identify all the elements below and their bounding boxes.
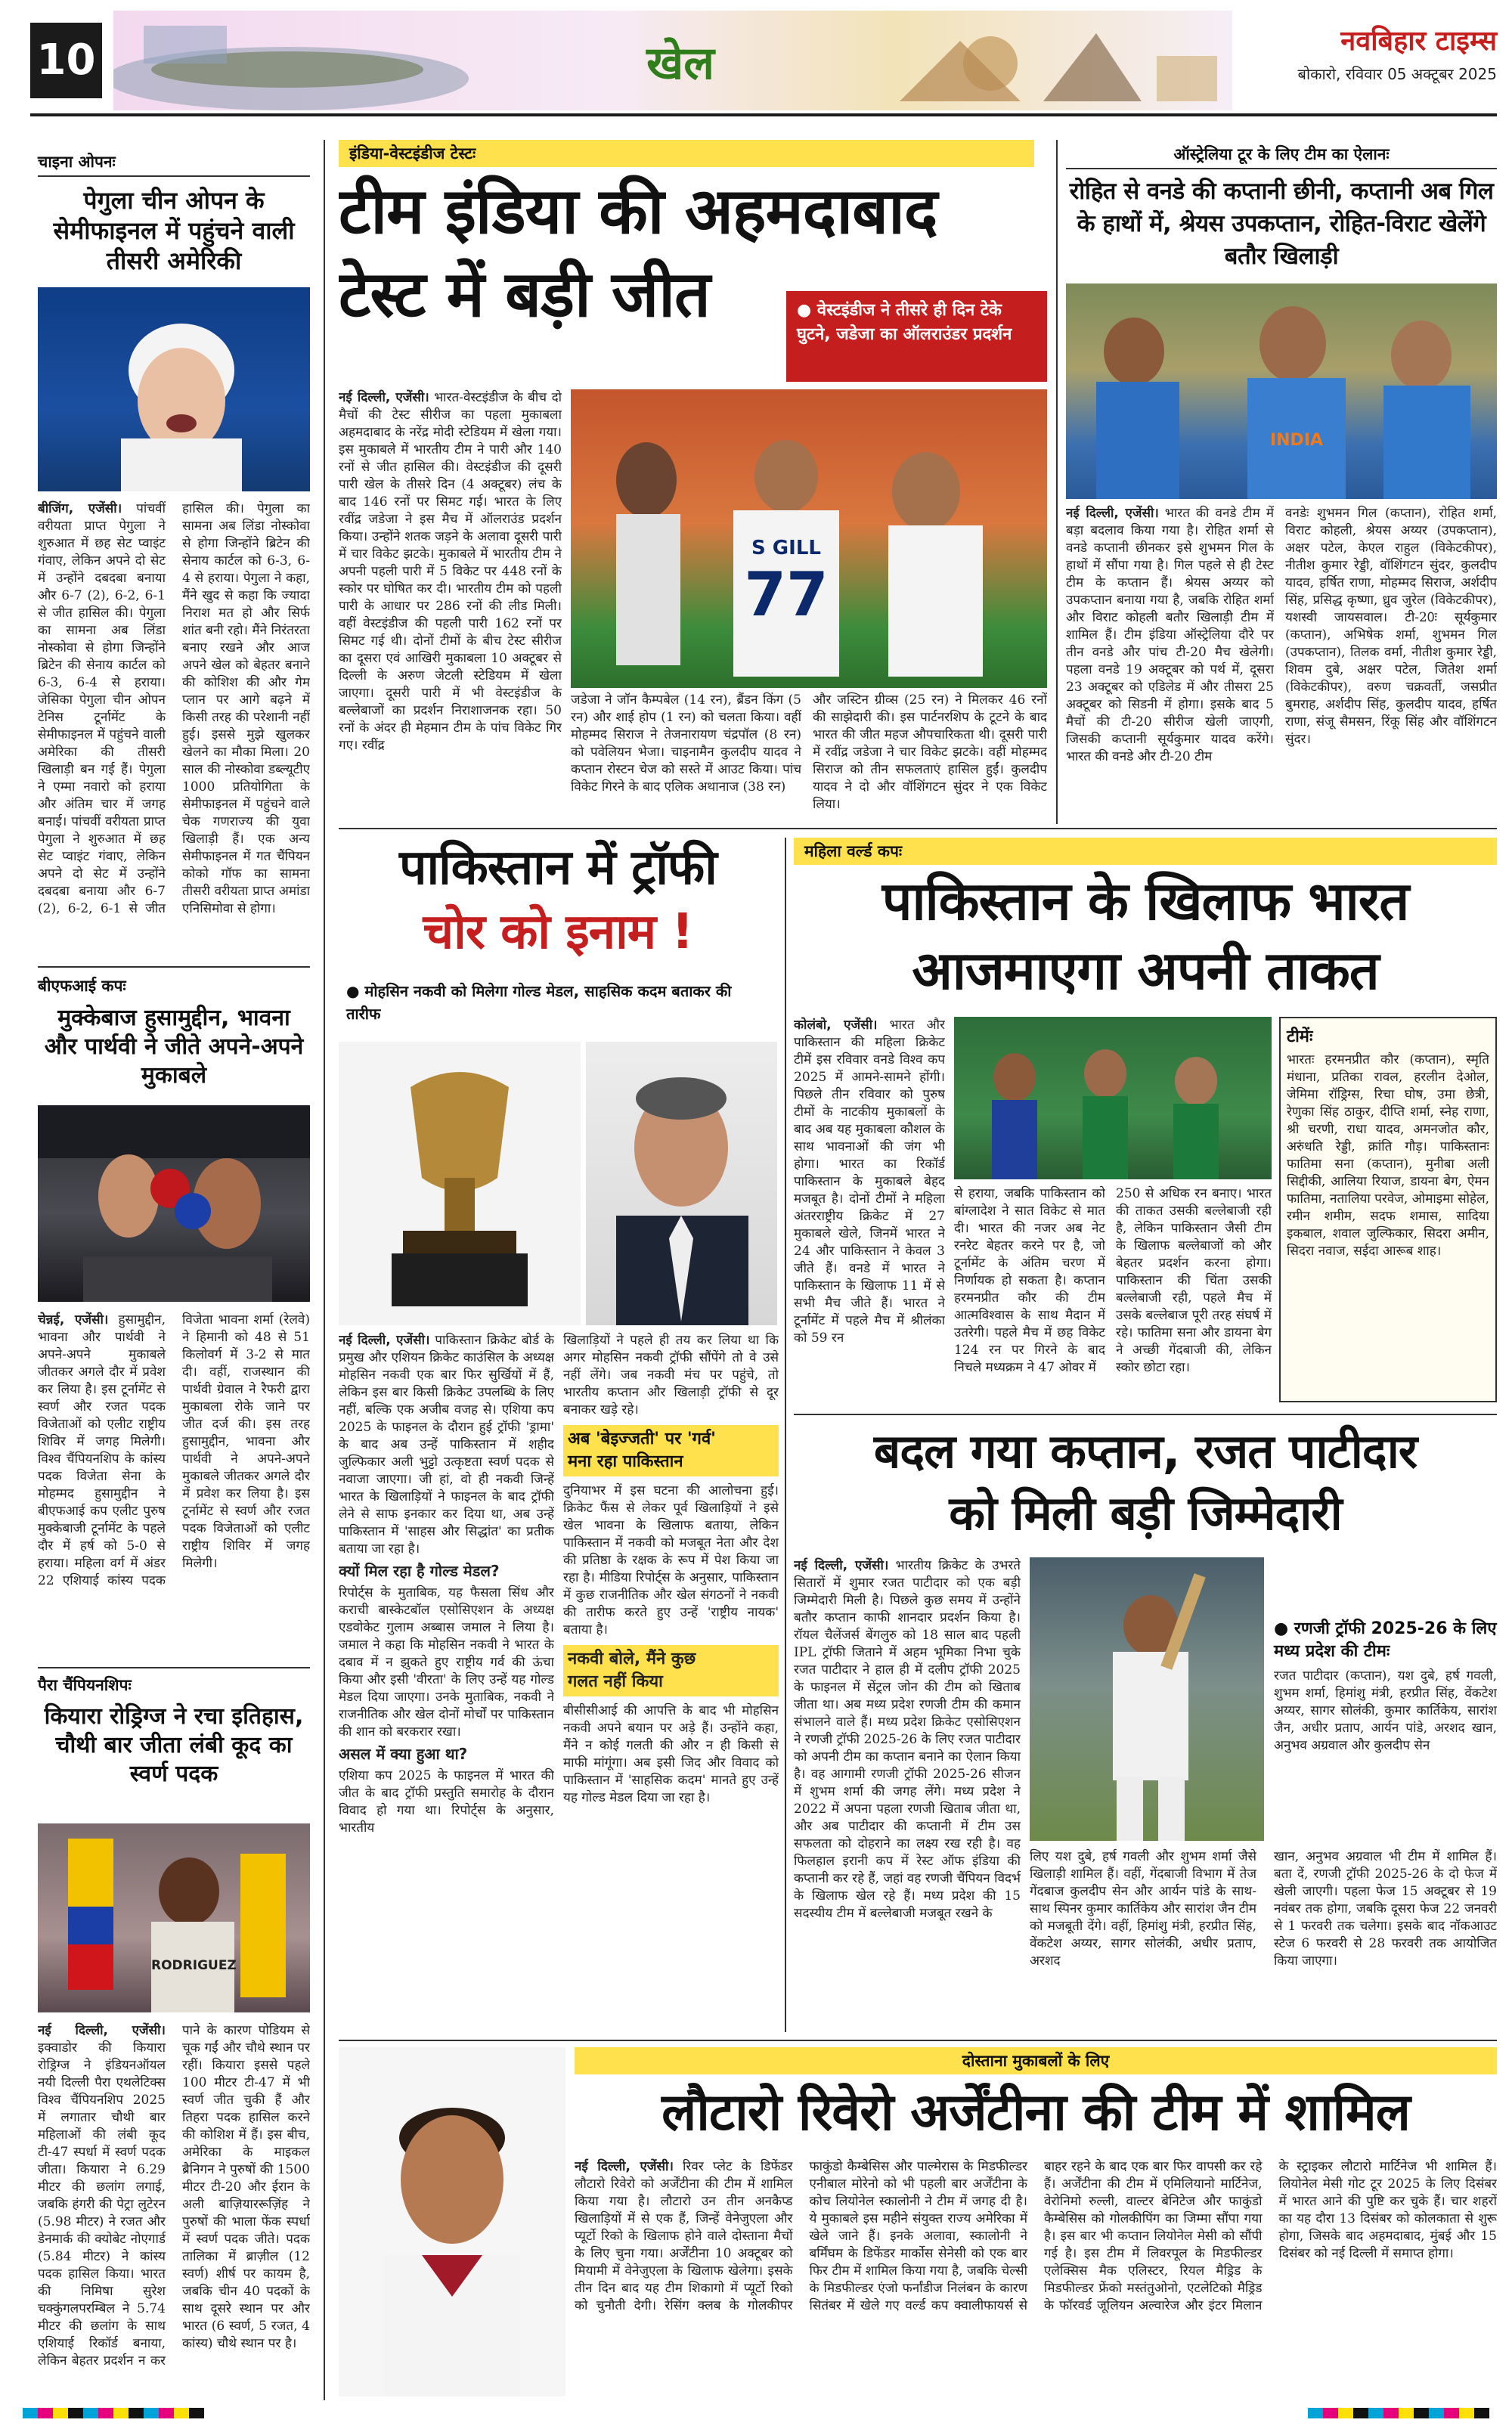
boxing-dateline: चेन्नई, एजेंसी। [38, 1312, 109, 1328]
pak-trophy-body-1: पाकिस्तान क्रिकेट बोर्ड के प्रमुख और एशियन क्रिकेट काउंसिल के अध्यक्ष मोहसिन नकवी एक बार फिर सुर्खियों में हैं, लेकिन इस बार किसी क्रिकेट उपलब्धि के लिए नहीं, बल्कि एक अजीब वजह से। एशिया कप 2025 के फाइनल के दौरान हुई ट्रॉफी 'ड्रामा' के बाद अब उन्हें पाकिस्तान में शहीद जुल्फिकार अली भुट्टो उत्कृष्टता स्वर्ण पदक से नवाजा जाएगा। जी हां, वो ही नकवी जिन्हें भारत के खिलाड़ियों ने फाइनल के बाद ट्रॉफी लेने से साफ इनकार कर दिया था, अब उन्हें पाकिस्तान में 'साहस और सिद्धांत' का प्रतीक बताया जा रहा है। [339, 1333, 554, 1557]
india-test-col1 [339, 389, 562, 816]
left-divider-2 [38, 1667, 310, 1668]
pak-trophy-headline-2: चोर को इनाम ! [423, 904, 693, 960]
women-wc-kicker: महिला वर्ल्ड कपः [794, 838, 1497, 865]
left-kicker-rule [38, 175, 310, 177]
left-column-rule [324, 140, 325, 2400]
india-test-kicker: इंडिया-वेस्टइंडीज टेस्टः [339, 140, 1034, 167]
women-team-photo [954, 1017, 1272, 1179]
pak-trophy-sub-4-line-2: गलत नहीं किया [568, 1672, 663, 1691]
pak-trophy-body-2b: दुनियाभर में इस घटना की आलोचना हुई। क्रिकेट फैंस से लेकर पूर्व खिलाड़ियों ने इसे खेल भावना के खिलाफ बताया, लेकिन पाकिस्तान में नकवी को मजबूत नेता और देश की प्रतिष्ठा के रक्षक के रूप में पेश किया जा रहा है। मीडिया रिपोर्ट्स के अनुसार, पाकिस्तान में कुछ राजनीतिक और खेल संगठनों ने नकवी की तारीफ करते हुए उन्हें 'राष्ट्रीय नायक' बताया है। [563, 1483, 779, 1637]
teams-box [1279, 1017, 1497, 1402]
section-title: खेल [646, 37, 714, 90]
india-test-col2: जडेजा ने जॉन कैम्पबेल (14 रन), ब्रैंडन किंग (5 रन) और शाई होप (1 रन) को चलता किया। वहीं मोहम्मद सिराज ने तेजनारायण चंद्रपॉल (8 रन) को पवेलियन भेजा। चाइनामैन कुलदीप यादव ने कप्तान रोस्टन चेज को सस्ते में आउट किया। पांच विकेट गिरने के बाद एलिक अथानाज (38 रन) [571, 692, 801, 795]
pak-trophy-sub-4-line-1: नकवी बोले, मैंने कुछ [568, 1650, 696, 1668]
rivero-article [575, 2158, 1497, 2396]
pak-trophy-headline-1: पाकिस्तान में ट्रॉफी [399, 840, 717, 896]
mid-vertical-rule [1056, 140, 1058, 824]
trophy-graphic [339, 1042, 581, 1325]
india-test-highlight-line-2: घुटने, जडेजा का ऑलराउंडर प्रदर्शन [797, 325, 1012, 344]
ranji-team-title: ● रणजी ट्रॉफी 2025-26 के लिए मध्य प्रदेश की टीमः [1274, 1619, 1497, 1661]
rivero-headline: लौटारो रिवेरो अर्जेंटीना की टीम में शामिल [662, 2083, 1410, 2142]
pak-trophy-body-1c: एशिया कप 2025 के फाइनल में भारत की जीत के बाद ट्रॉफी प्रस्तुति समारोह के दौरान विवाद हो गया था। रिपोर्ट्स के अनुसार, भारतीय [339, 1768, 554, 1836]
boxers-figure [38, 1105, 310, 1302]
teams-body: भारतः हरमनप्रीत कौर (कप्तान), स्मृति मंधाना, प्रतिका रावल, हरलीन देओल, जेमिमा रॉड्रिग्स, रिचा घोष, उमा छेत्री, रेणुका सिंह ठाकुर, दीप्ति शर्मा, स्नेह राणा, श्री चरणी, राधा यादव, अमनजोत कौर, अरुंधति रेड्डी, क्रांति गौड़। पाकिस्तानः फातिमा सना (कप्तान), मुनीबा अली सिद्दीकी, आलिया रियाज, डायना बेग, ऐमन फातिमा, नतालिया परवेज, ओमाइमा सोहेल, रमीन शमीम, सदफ शमास, सादिया इकबाल, शवाल जुल्फिकार, सिदरा अमीन, सिदरा नवाज, सईदा आरूब शाह। [1287, 1052, 1489, 1259]
pegula-article [38, 500, 310, 954]
patidar-headline-2: को मिली बड़ी जिम्मेदारी [949, 1486, 1342, 1541]
pak-trophy-sub-2: असल में क्या हुआ था? [339, 1745, 468, 1763]
pak-trophy-body-1b: रिपोर्ट्स के मुताबिक, यह फैसला सिंध और कराची बास्केटबॉल एसोसिएशन के अध्यक्ष एडवोकेट गुलाम अब्बास जमाल ने लिया है। जमाल ने कहा कि मोहसिन नकवी ने भारत के दबाव में न झुकते हुए राष्ट्रीय गर्व की ऊंचा किया और इसी 'वीरता' के लिए उन्हें यह गोल्ड मेडल दिया जाएगा। उनके मुताबिक, नकवी ने राजनीतिक और खेल दोनों मोर्चों पर पाकिस्तान की शान को बरकरार रखा। [339, 1585, 554, 1740]
pak-trophy-sub-3-line-1: अब 'बेइज्जती' पर 'गर्व' [568, 1430, 716, 1448]
batsman-figure [1030, 1557, 1264, 1841]
naqvi-portrait [586, 1042, 777, 1325]
pak-trophy-col2 [563, 1332, 779, 2031]
pak-trophy-col1 [339, 1332, 554, 2031]
pegula-headline: पेगुला चीन ओपन के सेमीफाइनल में पहुंचने वाली तीसरी अमेरिकी [53, 186, 295, 275]
aus-tour-headline: रोहित से वनडे की कप्तानी छीनी, कप्तानी अब गिल के हाथों में, श्रेयस उपकप्तान, रोहित-विराट खेलेंगे बतौर खिलाड़ी [1069, 178, 1494, 270]
header-rule [30, 113, 1497, 116]
rivero-portrait [339, 2047, 565, 2396]
pak-trophy-sub-1: क्यों मिल रहा है गोल्ड मेडल? [339, 1562, 500, 1580]
india-test-highlight-line-1: ● वेस्टइंडीज ने तीसरे ही दिन टेके [797, 301, 1002, 320]
rohit-gill-photo [1066, 283, 1497, 499]
print-marks-right [1308, 2408, 1489, 2418]
ranji-team-box [1274, 1618, 1497, 1845]
pak-trophy-body-2: खिलाड़ियों ने पहले ही तय कर लिया था कि अगर मोहसिन नकवी ट्रॉफी सौंपेंगे तो वे उसे नहीं लेंगे। जब नकवी मंच पर पहुंचे, तो भारतीय कप्तान और खिलाड़ी ट्रॉफी से दूर बनाकर खड़े रहे। [563, 1333, 779, 1417]
pegula-body: पांचवीं वरीयता प्राप्त पेगुला ने शुरुआत में छह सेट प्वाइंट गंवाए, लेकिन अपने दो सेट में उन्होंने दबदबा बनाया और 6-7 (2), 6-2, 6-1 से जीत हासिल की। पेगुला का सामना अब लिंडा नोस्कोवा से होगा जिन्होंने ब्रिटेन की सेनाय कार्टल को 6-3, 6-4 से हराया। जेसिका पेगुला चीन ओपन टेनिस टूर्नामेंट के सेमीफाइनल में पहुंचने वाली अमेरिका की तीसरी खिलाड़ी बन गई हैं। पेगुला ने एम्मा नवारो को हराया और अंतिम चार में जगह बनाई। पांचवीं वरीयता प्राप्त पेगुला ने शुरुआत में छह सेट प्वाइंट गंवाए, लेकिन अपने दो सेट में उन्होंने दबदबा बनाया और 6-7 (2), 6-2, 6-1 से जीत हासिल की। पेगुला का सामना अब लिंडा नोस्कोवा से होगा जिन्होंने ब्रिटेन की सेनाय कार्टल को 6-3, 6-4 से हराया। पेगुला ने कहा, मैंने खुद से कहा कि ज्यादा निराश मत हो और सिर्फ शांत बनी रहो। मैंने निरंतरता बनाए रखने और आज अपने खेल को बेहतर बनाने की कोशिश की और गेम प्लान पर आगे बढ़ने में किसी तरह की परेशानी नहीं हुई। इससे मुझे खुलकर खेलने का मौका मिला। 20 साल की नोस्कोवा डब्ल्यूटीए 1000 प्रतियोगिता के सेमीफाइनल में पहुंचने वाले चेक गणराज्य की युवा खिलाड़ी हैं। एक अन्य सेमीफाइनल में गत चैंपियन कोको गॉफ का सामना तीसरी वरीयता प्राप्त अमांडा एनिसिमोवा से होगा। [38, 501, 310, 916]
rivero-photo [339, 2047, 565, 2396]
naqvi-photo [586, 1042, 777, 1325]
patidar-col2: लिए यश दुबे, हर्ष गवली और शुभम शर्मा जैसे खिलाड़ी शामिल हैं। वहीं, गेंदबाजी विभाग में तेज गेंदबाज कुलदीप सेन और आर्यन पांडे के साथ-साथ स्पिनर कुमार कार्तिकेय और सारांश जैन टीम को मजबूती देंगे। वहीं, हिमांशु मंत्री, हरप्रीत सिंह, वेंकटेश अय्यर, सागर सोलंकी, अधीर प्रताप, अरशद [1030, 1849, 1256, 1969]
jersey-number: 77 [744, 559, 829, 630]
left-divider-1 [38, 966, 310, 968]
boxing-article [38, 1312, 310, 1659]
pak-trophy-dateline: नई दिल्ली, एजेंसी। [339, 1333, 430, 1348]
women-wc-col1 [794, 1017, 945, 1402]
india-test-body-1: भारत-वेस्टइंडीज के बीच दो मैचों की टेस्ट सीरीज का पहला मुकाबला अहमदाबाद के नरेंद्र मोदी स्टेडियम में खेला गया। इस मुकाबले में भारतीय टीम ने पारी और 140 रनों से जीत हासिल की। वेस्टइंडीज की दूसरी पारी खेल के तीसरे दिन (4 अक्टूबर) लंच के बाद 146 रनों पर सिमट गई। भारत के लिए रवींद्र जडेजा ने इस मैच में ऑलराउंड प्रदर्शन किया। उन्होंने शतक जड़ने के अलावा दूसरी पारी में चार विकेट झटके। मुकाबले में भारतीय टीम ने अपनी पहली पारी में 5 विकेट पर 448 रनों के स्कोर पर घोषित कर दी। भारतीय टीम को पहली पारी के आधार पर 286 रनों की लीड मिली। वहीं वेस्टइंडीज की पहली पारी 162 रनों पर सिमट गई थी। दोनों टीमों के बीच टेस्ट सीरीज का दूसरा एवं आखिरी मुकाबला 10 अक्टूबर से दिल्ली के अरुण जेटली स्टेडियम में खेला जाएगा। दूसरी पारी में भी वेस्टइंडीज के बल्लेबाजों का प्रदर्शन निराशाजनक रहा। 50 रनों के अंदर ही मेहमान टीम के पांच विकेट गिर गए। रवींद्र [339, 390, 562, 753]
trophy-photo [339, 1042, 581, 1325]
india-test-col3: और जस्टिन ग्रीव्स (25 रन) ने मिलकर 46 रनों की साझेदारी की। इस पार्टनरशिप के टूटने के बाद भारत की जीत महज औपचारिकता थी। दूसरी पारी में रवींद्र जडेजा ने चार विकेट झटके। वहीं मोहम्मद सिराज को तीन सफलताएं हासिल हुईं। कुलदीप यादव ने दो और वॉशिंगटन सुंदर ने एक विकेट लिया। [813, 692, 1047, 812]
pak-trophy-highlight: ● मोहसिन नकवी को मिलेगा गोल्ड मेडल, साहसिक कदम बताकर की तारीफ [346, 982, 732, 1023]
women-wc-dateline: कोलंबो, एजेंसी। [794, 1018, 878, 1033]
print-marks-left [23, 2408, 204, 2418]
kiara-figure [38, 1823, 310, 2012]
women-wc-body-1: भारत और पाकिस्तान की महिला क्रिकेट टीमें इस रविवार वनडे विश्व कप 2025 में आमने-सामने होंगी। पिछले तीन रविवार को पुरुष टीमों के नाटकीय मुकाबलों के बाद अब यह मुकाबला कौशल के साथ भावनाओं की जंग भी होगा। भारत का रिकॉर्ड पाकिस्तान के मुकाबले बेहद मजबूत है। दोनों टीमों ने महिला अंतरराष्ट्रीय क्रिकेट में 27 मुकाबले खेले, जिनमें भारत ने 24 और पाकिस्तान ने केवल 3 जीते हैं। वनडे में भारत ने पाकिस्तान के खिलाफ 11 में से सभी मैच जीते हैं। भारत ने टूर्नामेंट में पहले मैच में श्रीलंका को 59 रन [794, 1018, 945, 1346]
kiara-photo [38, 1823, 310, 2012]
women-wc-col2: से हराया, जबकि पाकिस्तान को बांग्लादेश ने सात विकेट से मात दी। भारत की नजर अब नेट रनरेट बेहतर करने पर है, जो टूर्नामेंट के अंतिम चरण में निर्णायक हो सकता है। कप्तान हरमनप्रीत कौर की टीम आत्मविश्वास के साथ मैदान में उतरेगी। पहले मैच में छह विकेट 124 रन पर गिरने के बाद निचले मध्यक्रम ने 47 ओवर में [954, 1186, 1105, 1375]
women-wc-col3: 250 से अधिक रन बनाए। भारत की ताकत उसकी बल्लेबाजी रही है, लेकिन पाकिस्तान जैसी टीम के खिलाफ बल्लेबाजों को और बेहतर प्रदर्शन करना होगा। पाकिस्तान की चिंता उसकी बल्लेबाजी रही, पहले मैच में उसके बल्लेबाज पूरी तरह संघर्ष में रहे। फातिमा सना और डायना बेग ने अच्छी गेंदबाजी की, लेकिन स्कोर छोटा रहा। [1116, 1186, 1272, 1375]
v-rule-women [785, 838, 786, 2032]
aus-tour-col2: वनडेः शुभमन गिल (कप्तान), रोहित शर्मा, विराट कोहली, श्रेयस अय्यर (उपकप्तान), अक्षर पटेल, केएल राहुल (विकेटकीपर), नीतीश कुमार रेड्डी, वॉशिंगटन सुंदर, कुलदीप यादव, हर्षित राणा, मोहम्मद सिराज, अर्शदीप सिंह, प्रसिद्ध कृष्णा, ध्रुव जुरेल (विकेटकीपर), यशस्वी जायसवाल। टी-20ः सूर्यकुमार (कप्तान), अभिषेक शर्मा, शुभमन गिल (उपकप्तान), तिलक वर्मा, नीतीश कुमार रेड्डी, शिवम दुबे, अक्षर पटेल, जितेश शर्मा (विकेटकीपर), वरुण चक्रवर्ती, जसप्रीत बुमराह, अर्शदीप सिंह, कुलदीप यादव, हर्षित राणा, संजू सैमसन, रिंकू सिंह और वॉशिंगटन सुंदर। [1285, 506, 1497, 747]
kiara-article [38, 2022, 310, 2396]
header-banner [113, 11, 1232, 110]
women-wc-headline-1: पाकिस्तान के खिलाफ भारत [881, 870, 1409, 932]
patidar-col3: खान, अनुभव अग्रवाल भी टीम में शामिल हैं। बता दें, रणजी ट्रॉफी 2025-26 के दो फेज में खेली जाएगी। पहला फेज 15 अक्टूबर से 19 नवंबर तक होगा, जबकि दूसरा फेज 22 जनवरी से 1 फरवरी तक चलेगा। इसके बाद नॉकआउट स्टेज 6 फरवरी से 28 फरवरी तक आयोजित किया जाएगा। [1274, 1849, 1497, 1969]
paper-name: नवबिहार टाइम्स [1340, 26, 1497, 57]
kiara-body: इक्वाडोर की कियारा रोड्रिग्ज ने इंडियनऑयल नयी दिल्ली पैरा एथलेटिक्स विश्व चैंपियनशिप 2025 में लगातार चौथी बार महिलाओं की लंबी कूद टी-47 स्पर्धा में स्वर्ण पदक जीता। कियारा ने 6.29 मीटर की छलांग लगाई, जबकि हंगरी की पेट्रा लुटेरन (5.98 मीटर) ने रजत और डेनमार्क की क्योबेट नोएगार्ड (5.84 मीटर) ने कांस्य पदक हासिल किया। भारत की निमिषा सुरेश चक्कुंगलपरम्बिल ने 5.74 मीटर की छलांग के साथ एशियाई रिकॉर्ड बनाया, लेकिन बेहतर प्रदर्शन न कर पाने के कारण पोडियम से चूक गईं और चौथे स्थान पर रहीं। कियारा इससे पहले 100 मीटर टी-47 में भी स्वर्ण जीत चुकी हैं और तिहरा पदक हासिल करने की कोशिश में हैं। इस बीच, अमेरिका के माइकल ब्रैनिगन ने पुरुषों की 1500 मीटर टी-20 और ईरान के अली बाज़ियाररूज़िंह ने पुरुषों की भाला फेंक स्पर्धा में स्वर्ण पदक जीते। पदक तालिका में ब्राज़ील (12 स्वर्ण) शीर्ष पर कायम है, जबकि चीन 40 पदकों के साथ दूसरे स्थान पर और भारत (6 स्वर्ण, 5 रजत, 4 कांस्य) चौथे स्थान पर है। [38, 2023, 310, 2369]
bfi-kicker: बीएफआई कपः [38, 977, 126, 995]
boxing-headline: मुक्केबाज हुसामुद्दीन, भावना और पार्थवी ने जीते अपने-अपने मुकाबले [44, 1005, 304, 1089]
kiara-headline: कियारा रोड्रिग्ज ने रचा इतिहास, चौथी बार जीता लंबी कूद का स्वर्ण पदक [44, 1703, 304, 1787]
pak-trophy-sub-3 [563, 1425, 779, 1476]
india-test-highlight [786, 291, 1047, 382]
pegula-figure [38, 287, 310, 491]
india-test-headline-2: टेस्ट में बड़ी जीत [339, 257, 710, 331]
pak-trophy-body-2c: बीसीसीआई की आपत्ति के बाद भी मोहसिन नकवी अपने बयान पर अड़े हैं। उन्होंने कहा, मैंने न कोई गलती की और न ही किसी से माफी मांगूंगा। अब इसी जिद और विवाद को पाकिस्तान में 'साहसिक कदम' मानते हुए उन्हें यह गोल्ड मेडल दिया जा रहा है। [563, 1703, 779, 1805]
page-header [0, 0, 1512, 121]
kiara-dateline: नई दिल्ली, एजेंसी। [38, 2023, 166, 2038]
h-rule-patidar [794, 1414, 1497, 1415]
ranji-team-body: रजत पाटीदार (कप्तान), यश दुबे, हर्ष गवली, शुभम शर्मा, हिमांशु मंत्री, हरप्रीत सिंह, वेंकटेश अय्यर, सागर सोलंकी, कुमार कार्तिकेय, सारांश जैन, अधीर प्रताप, आर्यन पांडे, अरशद खान, अनुभव अग्रवाल और कुलदीप सेन [1274, 1668, 1497, 1753]
patidar-dateline: नई दिल्ली, एजेंसी। [794, 1558, 889, 1573]
jersey-team-text: INDIA [1269, 431, 1324, 450]
page-number: 10 [36, 36, 96, 85]
patidar-photo [1030, 1557, 1264, 1841]
patidar-body-1: भारतीय क्रिकेट के उभरते सितारों में शुमार रजत पाटीदार को एक बड़ी जिम्मेदारी मिली है। पिछले कुछ समय में उन्होंने बतौर कप्तान काफी शानदार प्रदर्शन किया है। रॉयल चैलेंजर्स बेंगलुरु को 18 साल बाद पहली IPL ट्रॉफी जिताने में अहम भूमिका निभा चुके रजत पाटीदार ने हाल ही में दलीप ट्रॉफी 2025 के फाइनल में सेंट्रल जोन की टीम को खिताब जीता था। अब मध्य प्रदेश रणजी टीम की कमान संभालने वाले हैं। मध्य प्रदेश क्रिकेट एसोसिएशन ने रणजी ट्रॉफी 2025-26 के लिए रजत पाटीदार को अपनी टीम का कप्तान बनाने का ऐलान किया है। वह आगामी रणजी ट्रॉफी 2025-26 सीजन में शुभम शर्मा की जगह लेंगे। मध्य प्रदेश ने 2022 में अपना पहला रणजी खिताब जीता था, और अब पाटीदार की कप्तानी में टीम उस सफलता को दोहराने का लक्ष्य रख रही है। वह फिलहाल इरानी कप में रेस्ट ऑफ इंडिया की कप्तानी कर रहे हैं, जहां वह रणजी चैंपियन विदर्भ के खिलाफ खेल रहे हैं। मध्य प्रदेश की 15 सदस्यीय टीम में बल्लेबाजी मजबूत रखने के [794, 1558, 1021, 1921]
h-rule-mid [339, 828, 1497, 829]
rivero-body: रिवर प्लेट के डिफेंडर लौटारो रिवेरो को अर्जेंटीना की टीम में शामिल किया गया है। लौटारो उन तीन अनकैप्ड खिलाड़ियों में से एक हैं, जिन्हें वेनेजुएला और प्यूर्टो रिको के खिलाफ होने वाले दोस्ताना मैचों के लिए चुना गया। अर्जेंटीना 10 अक्टूबर को मियामी में वेनेजुएला के खिलाफ खेलेगा। इसके तीन दिन बाद यह टीम शिकागो में प्यूर्टो रिको को चुनौती देगी। रेसिंग क्लब के गोलकीपर फाकुंडो कैम्बेसिस और पाल्मेरास के मिडफील्डर एनीबाल मोरेनो को भी पहली बार अर्जेंटीना के कोच लियोनेल स्कालोनी ने टीम में जगह दी है। ये मुकाबले इस महीने संयुक्त राज्य अमेरिका में खेले जाने हैं। इनके अलावा, स्कालोनी ने बर्मिंघम के डिफेंडर मार्कोस सेनेसी को एक बार फिर टीम में शामिल किया गया है, जबकि चेल्सी के मिडफील्डर एंजो फर्नांडीज निलंबन के कारण सितंबर में खेले गए वर्ल्ड कप क्वालीफायर्स से बाहर रहने के बाद एक बार फिर वापसी कर रहे हैं। अर्जेंटीना की टीम में एमिलियानो मार्टिनेज, वेरोनिमो रुल्ली, वाल्टर बेनिटेज और फाकुंडो कैम्बेसिस को गोलकीपिंग का जिम्मा सौंपा गया है। इस बार भी कप्तान लियोनेल मेसी को सौंपी गई है। इस टीम में लिवरपूल के मिडफील्डर एलेक्सिस मैक एलिस्टर, रियल मैड्रिड के मिडफील्डर फ्रेंको मस्तंतुओनो, एटलेटिको मैड्रिड के फॉरवर्ड जूलियन अल्वारेज और इंटर मिलान के स्ट्राइकर लौटारो मार्टिनेज भी शामिल हैं। लियोनेल मेसी गोट टूर 2025 के लिए दिसंबर में भारत आने की पुष्टि कर चुके हैं। चार शहरों का यह दौरा 13 दिसंबर को कोलकाता से शुरू होगा, जिसके बाद अहमदाबाद, मुंबई और 15 दिसंबर को नई दिल्ली में समाप्त होगा। [575, 2159, 1497, 2313]
para-kicker: पैरा चैंपियनशिपः [38, 1676, 132, 1694]
aus-tour-body-1: भारत की वनडे टीम में बड़ा बदलाव किया गया है। रोहित शर्मा से वनडे कप्तानी छीनकर इसे शुभमन गिल के हाथों में सौंपा गया है। गिल पहले से ही टेस्ट टीम के कप्तान हैं। श्रेयस अय्यर को उपकप्तान बनाया गया है, जबकि रोहित शर्मा और विराट कोहली बतौर खिलाड़ी टीम में शामिल हैं। टीम इंडिया ऑस्ट्रेलिया दौरे पर तीन वनडे और पांच टी-20 मैच खेलेगी। पहला वनडे 19 अक्टूबर को पर्थ में, दूसरा 23 अक्टूबर को एडिलेड में और तीसरा 25 अक्टूबर को सिडनी में होगा। इसके बाद 5 मैचों की टी-20 सीरीज खेली जाएगी, जिसकी कप्तानी सूर्यकुमार यादव करेंगे। भारत की वनडे और टी-20 टीम [1066, 506, 1274, 764]
pak-trophy-sub-3-line-2: मना रहा पाकिस्तान [568, 1452, 683, 1471]
teams-title: टीमेंः [1287, 1027, 1313, 1046]
pegula-dateline: बीजिंग, एजेंसी। [38, 501, 122, 516]
h-rule-rivero [339, 2040, 1497, 2041]
rivero-kicker: दोस्ताना मुकाबलों के लिए [575, 2047, 1497, 2074]
china-open-kicker: चाइना ओपनः [38, 153, 116, 171]
kiara-bib: RODRIGUEZ [151, 1958, 237, 1973]
aus-tour-kicker: ऑस्ट्रेलिया टूर के लिए टीम का ऐलानः [1173, 145, 1390, 163]
boxing-body: हुसामुद्दीन, भावना और पार्थवी ने अपने-अपने मुकाबले जीतकर अगले दौर में प्रवेश कर लिया है। इस टूर्नामेंट से स्वर्ण और रजत पदक विजेताओं को एलीट राष्ट्रीय शिविर में जगह मिलेगी। विश्व चैंपियनशिप के कांस्य पदक विजेता सेना के मोहम्मद हुसामुद्दीन ने बीएफआई कप एलीट पुरुष मुक्केबाजी टूर्नामेंट के पहले दौर में हर्ष को 5-0 से हराया। महिला वर्ग में अंडर 22 एशियाई कांस्य पदक विजेता भावना शर्मा (रेलवे) ने हिमानी को 48 से 51 किलोवर्ग में 3-2 से मात दी। वहीं, राजस्थान की पार्थवी ग्रेवाल ने रैफरी द्वारा मुकाबला रोके जाने पर जीत दर्ज की। इस तरह हुसामुद्दीन, भावना और पार्थवी ने अपने-अपने मुकाबले जीतकर अगले दौर में प्रवेश कर लिया है। इस टूर्नामेंट से स्वर्ण और रजत पदक विजेताओं को एलीट राष्ट्रीय शिविर में जगह मिलेगी। [38, 1312, 310, 1588]
page-number-box [30, 23, 102, 98]
women-wc-headline-2: आजमाएगा अपनी ताकत [912, 940, 1379, 1002]
india-test-dateline: नई दिल्ली, एजेंसी। [339, 390, 429, 405]
boxing-photo [38, 1105, 310, 1302]
pak-trophy-sub-4 [563, 1645, 779, 1696]
pegula-photo [38, 287, 310, 491]
india-test-headline-1: टीम इंडिया की अहमदाबाद [339, 174, 937, 248]
aus-tour-dateline: नई दिल्ली, एजेंसी। [1066, 506, 1159, 521]
rivero-dateline: नई दिल्ली, एजेंसी। [575, 2159, 674, 2174]
jersey-name: S GILL [751, 537, 821, 559]
players-group [1066, 283, 1497, 499]
date-line: बोकारो, रविवार 05 अक्टूबर 2025 [1297, 65, 1497, 83]
patidar-col1 [794, 1557, 1021, 2030]
aus-kicker-rule [1066, 168, 1497, 169]
gill-jadeja-photo [571, 389, 1047, 688]
women-players [954, 1017, 1272, 1179]
aus-tour-col1 [1066, 505, 1274, 819]
patidar-headline-1: बदल गया कप्तान, रजत पाटीदार [873, 1424, 1418, 1479]
